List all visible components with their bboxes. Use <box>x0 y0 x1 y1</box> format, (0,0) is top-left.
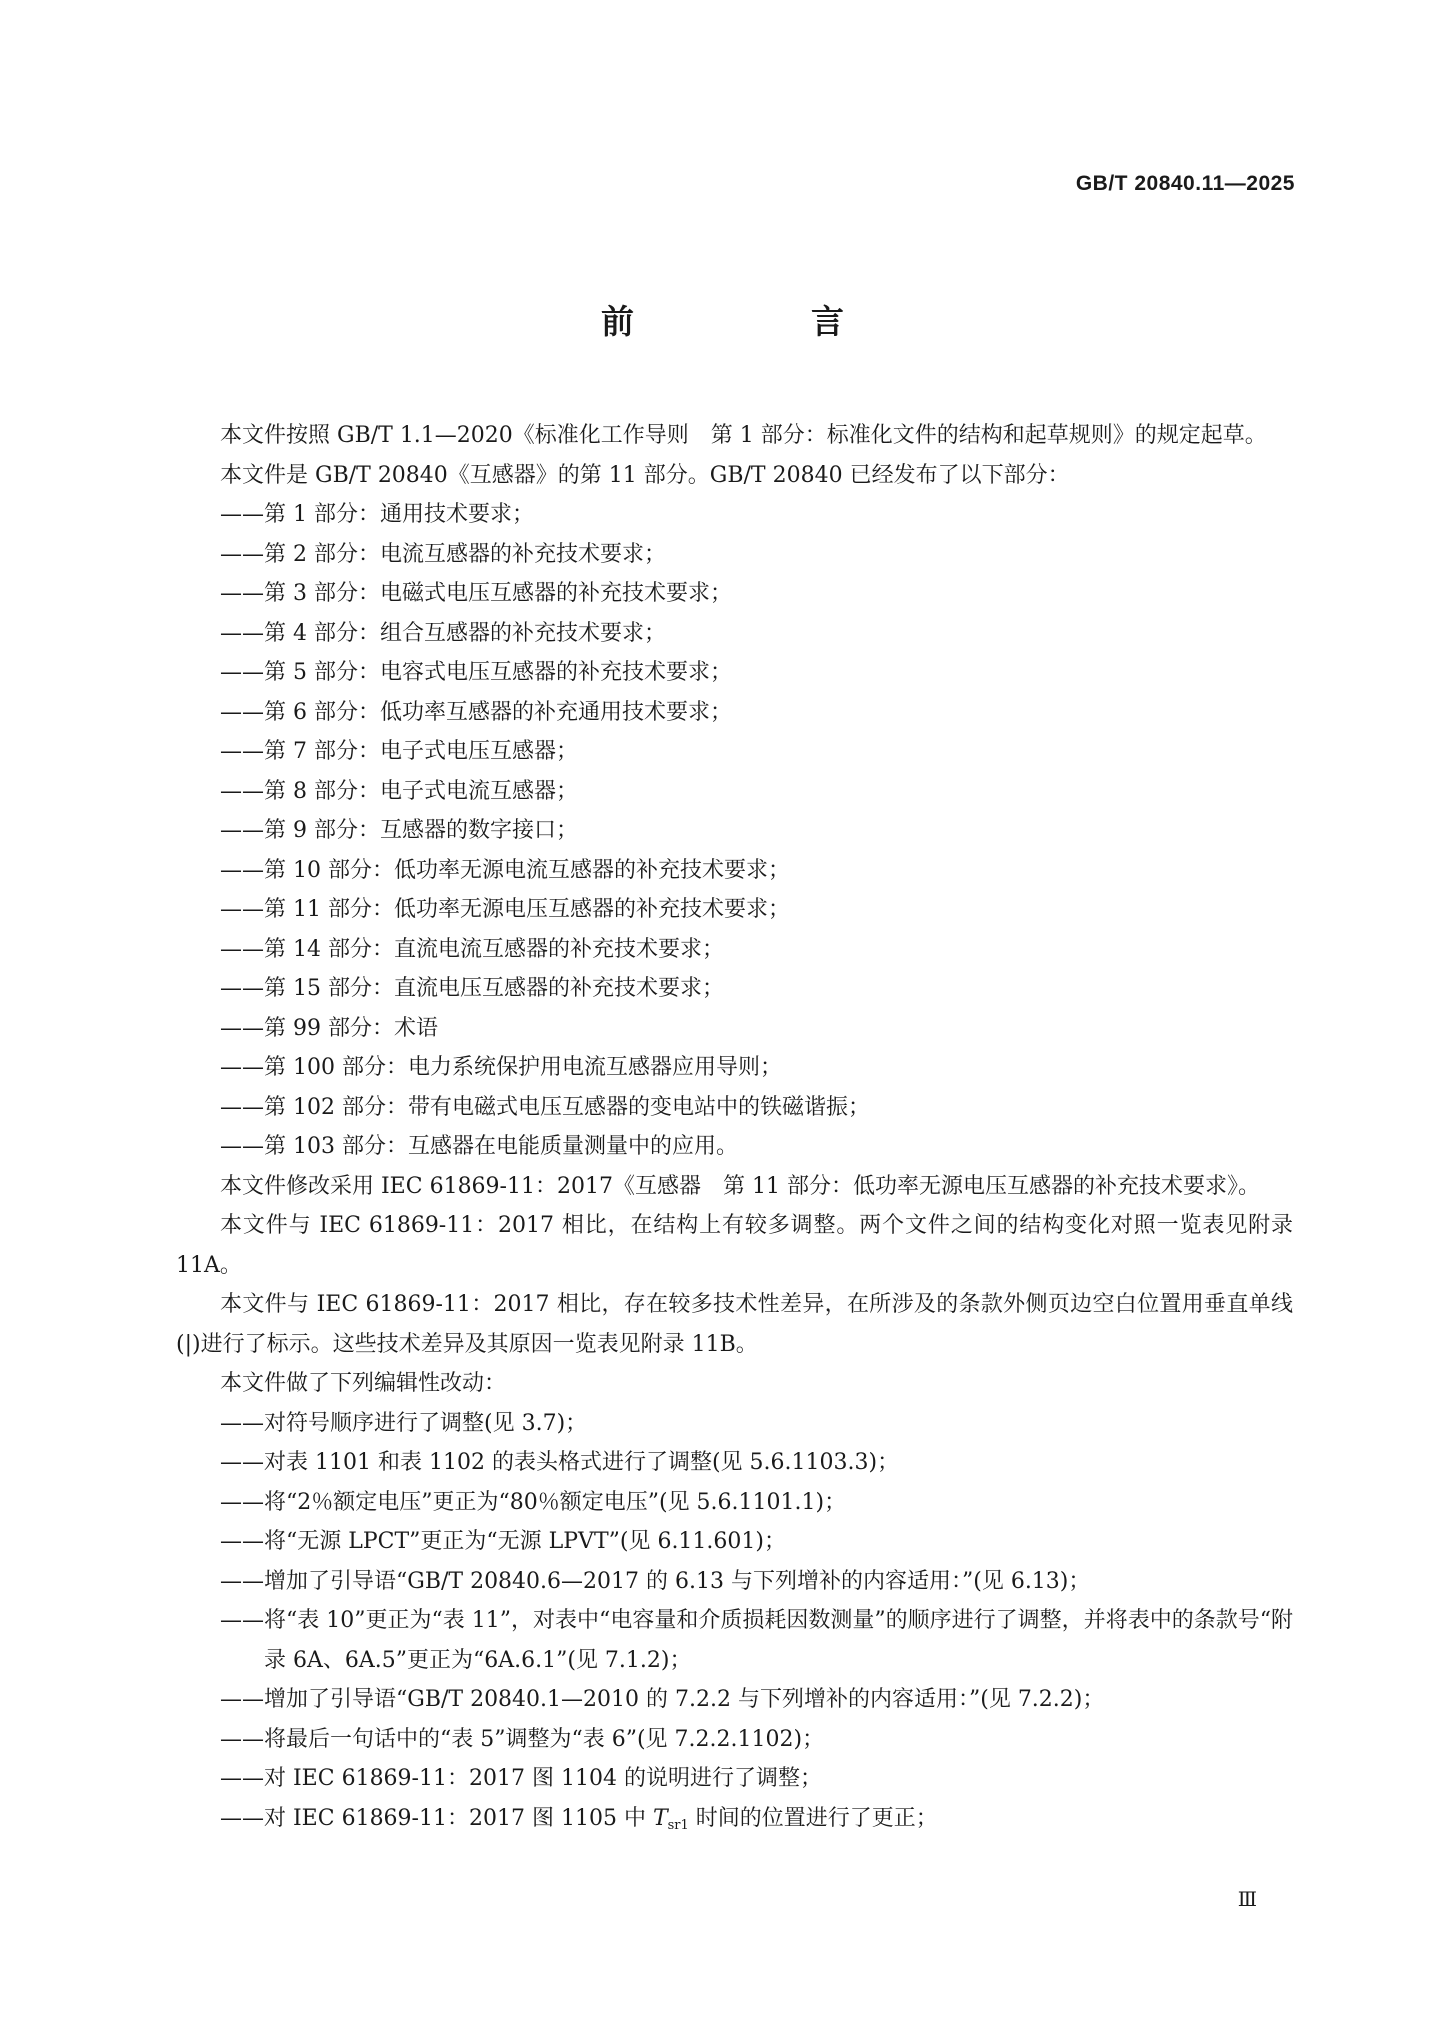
list-item: ——第 11 部分：低功率无源电压互感器的补充技术要求； <box>220 897 790 922</box>
document-body <box>176 416 1293 1845</box>
paragraph: 本文件与 IEC 61869-11：2017 相比，在结构上有较多调整。两个文件之间的结构变化对照一览表见附录 11A。 <box>176 1213 1293 1278</box>
standard-code: GB/T 20840.11—2025 <box>1075 172 1295 195</box>
item-text-start: ——对 IEC 61869-11：2017 图 1105 中 <box>220 1805 653 1831</box>
list-item: ——第 6 部分：低功率互感器的补充通用技术要求； <box>220 699 732 725</box>
list-item: ——第 5 部分：电容式电压互感器的补充技术要求； <box>220 660 732 685</box>
list-item: ——第 3 部分：电磁式电压互感器的补充技术要求； <box>220 581 732 606</box>
list-item: ——第 103 部分：互感器在电能质量测量中的应用。 <box>220 1134 738 1159</box>
page-number: Ⅲ <box>1237 1887 1257 1911</box>
list-item: ——对表 1101 和表 1102 的表头格式进行了调整(见 5.6.1103.3)； <box>220 1450 900 1475</box>
list-item: ——第 99 部分：术语 <box>220 1015 438 1041</box>
list-item: ——第 1 部分：通用技术要求； <box>220 502 534 527</box>
list-item: ——对符号顺序进行了调整(见 3.7)； <box>220 1410 588 1436</box>
paragraph: 本文件与 IEC 61869-11：2017 相比，存在较多技术性差异，在所涉及的条款外侧页边空白位置用垂直单线(|)进行了标示。这些技术差异及其原因一览表见附录 11B。 <box>176 1292 1293 1357</box>
paragraph: 本文件按照 GB/T 1.1—2020《标准化工作导则 第 1 部分：标准化文件的结构和起草规则》的规定起草。 <box>220 423 1267 448</box>
list-item: ——第 100 部分：电力系统保护用电流互感器应用导则； <box>220 1055 782 1080</box>
list-item: ——对 IEC 61869-11：2017 图 1104 的说明进行了调整； <box>220 1766 822 1791</box>
paragraph: 本文件是 GB/T 20840《互感器》的第 11 部分。GB/T 20840 已经发布了以下部分： <box>220 462 1070 488</box>
list-item: ——将最后一句话中的“表 5”调整为“表 6”(见 7.2.2.1102)； <box>220 1726 825 1752</box>
list-item: ——第 7 部分：电子式电压互感器； <box>220 739 578 764</box>
symbol-subscript: sr1 <box>667 1817 689 1833</box>
parts-list <box>176 495 1293 1167</box>
list-item: ——第 14 部分：直流电流互感器的补充技术要求； <box>220 936 724 962</box>
list-item: ——增加了引导语“GB/T 20840.1—2010 的 7.2.2 与下列增补的内容适用：”(见 7.2.2)； <box>220 1687 1105 1712</box>
list-item: ——增加了引导语“GB/T 20840.6—2017 的 6.13 与下列增补的内容适用：”(见 6.13)； <box>220 1568 1091 1594</box>
list-item: ——第 10 部分：低功率无源电流互感器的补充技术要求； <box>220 857 790 883</box>
list-item: ——将“表 10”更正为“表 11”，对表中“电容量和介质损耗因数测量”的顺序进行了调整，并将表中的条款号“附录 6A、6A.5”更正为“6A.6.1”(见 7.1.2)； <box>220 1608 1293 1673</box>
list-item: ——第 8 部分：电子式电流互感器； <box>220 778 578 804</box>
list-item <box>176 1799 1293 1846</box>
list-item: ——将“2％额定电压”更正为“80％额定电压”(见 5.6.1101.1)； <box>220 1489 847 1515</box>
list-item: ——第 2 部分：电流互感器的补充技术要求； <box>220 541 666 567</box>
paragraph: 本文件修改采用 IEC 61869-11：2017《互感器 第 11 部分：低功率无源电压互感器的补充技术要求》。 <box>220 1173 1260 1199</box>
list-item: ——第 15 部分：直流电压互感器的补充技术要求； <box>220 976 724 1001</box>
symbol-variable: T <box>652 1805 668 1831</box>
paragraph: 本文件做了下列编辑性改动： <box>220 1371 507 1396</box>
list-item: ——第 102 部分：带有电磁式电压互感器的变电站中的铁磁谐振； <box>220 1094 870 1120</box>
page-title: 前 言 <box>601 302 916 341</box>
list-item: ——第 9 部分：互感器的数字接口； <box>220 818 578 843</box>
list-item: ——将“无源 LPCT”更正为“无源 LPVT”(见 6.11.601)； <box>220 1529 786 1554</box>
edits-list <box>176 1404 1293 1846</box>
item-text-end: 时间的位置进行了更正； <box>688 1805 938 1831</box>
list-item: ——第 4 部分：组合互感器的补充技术要求； <box>220 620 666 646</box>
